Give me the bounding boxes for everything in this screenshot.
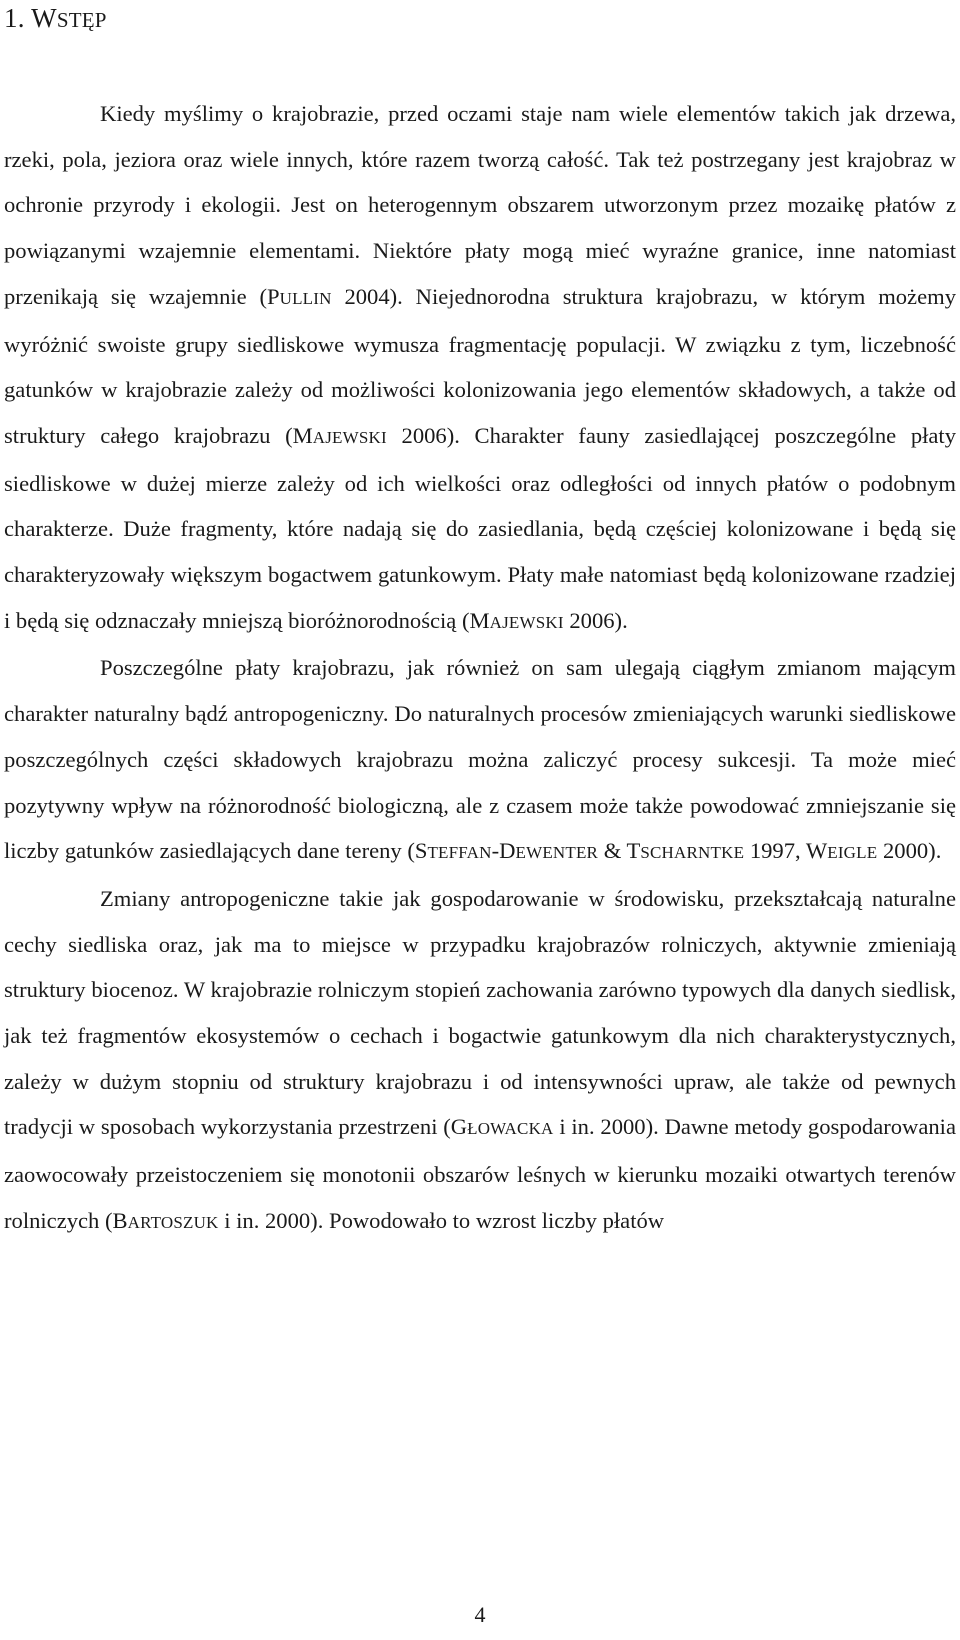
citation-author: AJEWSKI (489, 612, 564, 632)
paragraph-text: Zmiany antropogeniczne takie jak gospodarowanie w środowisku, przekształcają naturalne cechy siedliska oraz, jak ma to miejsce w przypadku krajobrazów rolniczych, aktywnie zmieniają struktury biocenoz. W krajobrazie rolniczym stopień zachowania zarówno typowych dla danych siedlisk, jak też fragmentów ekosystemów o cechach i bogactwie gatunkowym dla nich charakterystycznych, zależy w dużym stopniu od struktury krajobrazu i od intensywności upraw, ale także od pewnych tradycji w sposobach wykorzystania przestrzeni (G (4, 885, 956, 1140)
paragraph-text: i in. 2000). Dawne metody gospodarowania zaowocowały przeistoczeniem się monotonii obszarów leśnych w kierunku mozaiki otwartych terenów rolniczych (B (4, 1114, 956, 1233)
paragraph-text: 1997, W (744, 838, 828, 864)
paragraph-text: Kiedy myślimy o krajobrazie, przed oczami staje nam wiele elementów takich jak drzewa, rzeki, pola, jeziora oraz wiele innych, które razem tworzą całość. Tak też postrzegany jest krajobraz w ochronie przyrody i ekologii. Jest on heterogennym obszarem utworzonym przez mozaikę płatów z powiązanymi wzajemnie elementami. Niektóre płaty mogą mieć wyraźne granice, inne natomiast przenikają się wzajemnie (P (4, 101, 956, 309)
page-number: 4 (474, 1602, 486, 1627)
paragraph-text: & T (598, 838, 641, 864)
section-heading (4, 0, 107, 38)
paragraph-text: 2000). (877, 838, 942, 864)
section-title-initial: W (31, 3, 57, 33)
citation-author: SCHARNTKE (640, 843, 745, 863)
citation-author: ŁOWACKA (467, 1119, 554, 1139)
citation-author: ARTOSZUK (127, 1212, 219, 1232)
citation-author: EWENTER (515, 843, 599, 863)
citation-author: EIGLE (827, 843, 878, 863)
section-title-rest: STĘP (56, 8, 107, 32)
citation-author: TEFFAN (427, 843, 492, 863)
paragraph-text: i in. 2000). Powodowało to wzrost liczby płatów (218, 1207, 665, 1233)
paragraph-1 (4, 91, 956, 645)
paragraph-text: Poszczególne płaty krajobrazu, jak również on sam ulegają ciągłym zmianom mającym charakter naturalny bądź antropogeniczny. Do naturalnych procesów zmieniających warunki siedliskowe poszczególnych części składowych krajobrazu można zaliczyć procesy sukcesji. Ta może mieć pozytywny wpływ na różnorodność biologiczną, ale z czasem może także powodować zmniejszanie się liczby gatunków zasiedlających dane tereny (S (4, 655, 956, 864)
paragraph-text: 2004). Niejednorodna struktura krajobrazu, w którym możemy wyróżnić swoiste grupy siedliskowe wymusza fragmentację populacji. W związku z tym, liczebność gatunków w krajobrazie zależy od możliwości kolonizowania jego elementów składowych, a także od struktury całego krajobrazu (M (4, 283, 956, 448)
citation-author: ULLIN (279, 288, 332, 308)
paragraph-text: 2006). (563, 607, 628, 633)
body-text (4, 91, 956, 1246)
paragraph-text: -D (491, 838, 516, 864)
citation-author: AJEWSKI (312, 427, 387, 447)
paragraph-3 (4, 876, 956, 1246)
paragraph-2 (4, 645, 956, 876)
section-number: 1. (4, 3, 25, 33)
paragraph-text: 2006). Charakter fauny zasiedlającej poszczególne płaty siedliskowe w dużej mierze zależy od ich wielkości oraz odległości od innych płatów o podobnym charakterze. Duże fragmenty, które nadają się do zasiedlania, będą częściej kolonizowane i będą się charakteryzowały większym bogactwem gatunkowym. Płaty małe natomiast będą kolonizowane rzadziej i będą się odznaczały mniejszą bioróżnorodnością (M (4, 422, 956, 633)
